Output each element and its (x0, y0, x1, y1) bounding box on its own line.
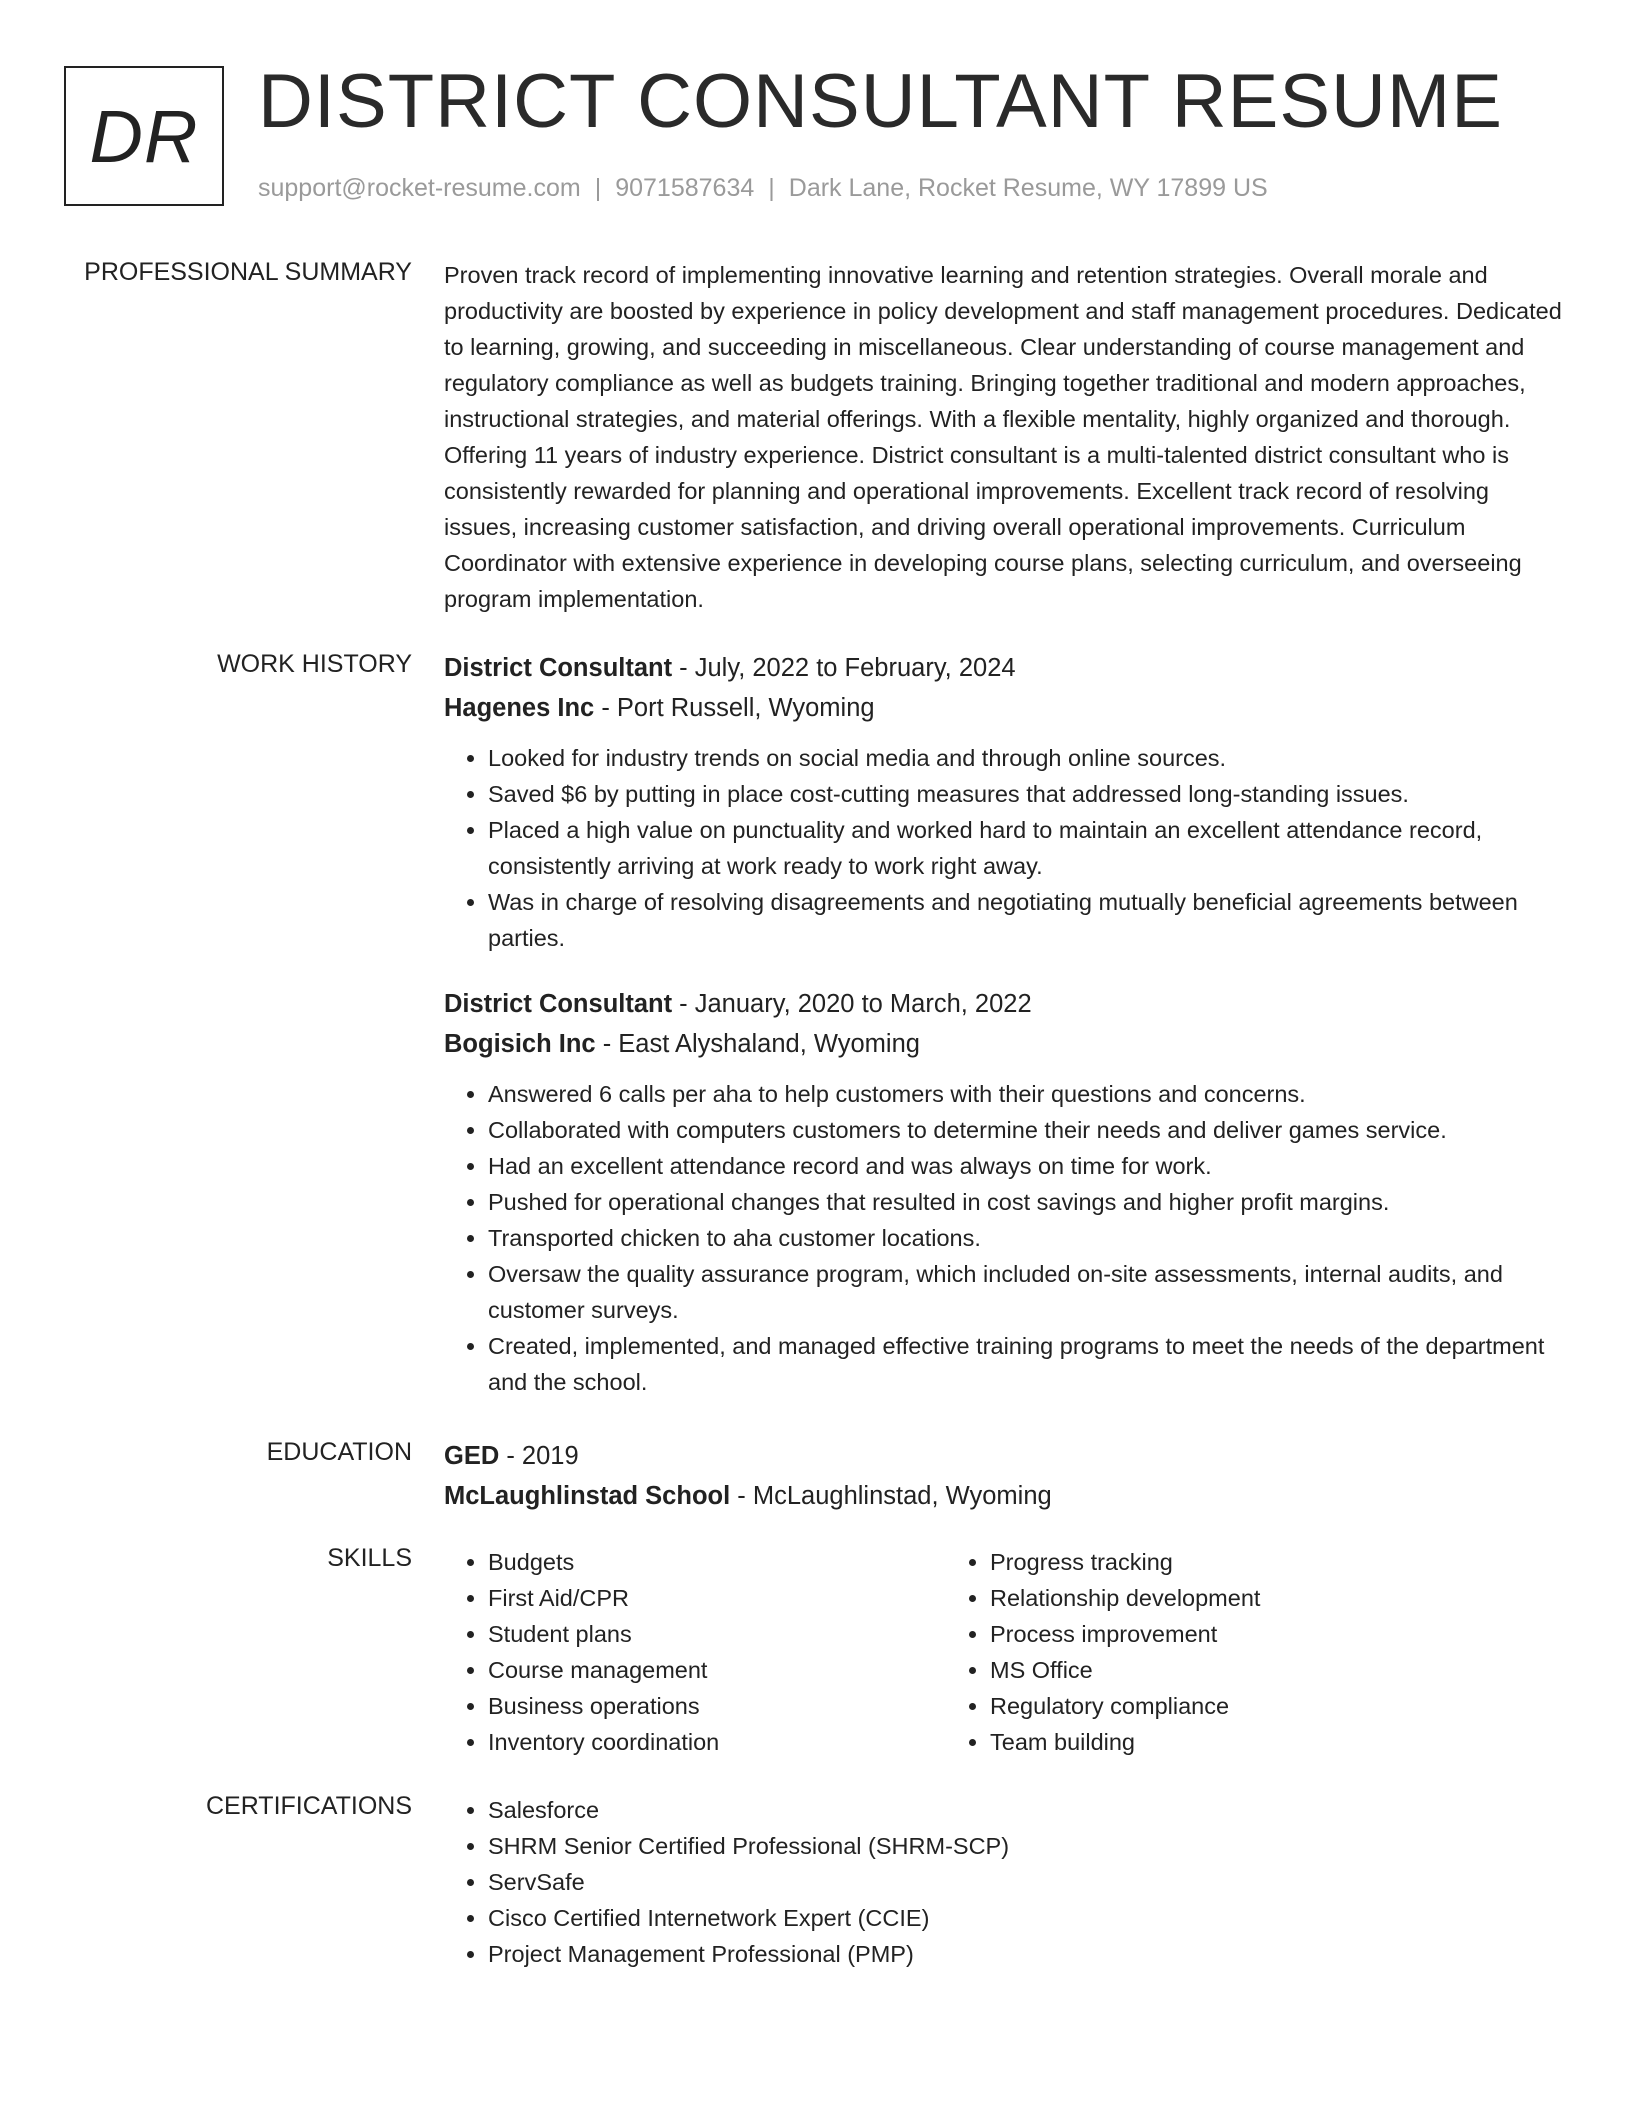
job-bullet: • Saved $6 by putting in place cost-cutting measures that addressed long-standing issues. (488, 776, 1564, 812)
work-history-heading: WORK HISTORY (217, 650, 412, 678)
certification-item: • Salesforce (488, 1792, 1564, 1828)
school-name: McLaughlinstad School (444, 1482, 731, 1510)
certification-item: • ServSafe (488, 1864, 1564, 1900)
job-company-line (444, 1024, 1564, 1064)
job-title-line (444, 984, 1564, 1024)
skill-item: • Process improvement (990, 1616, 1448, 1652)
education-heading: EDUCATION (266, 1438, 412, 1466)
skill-item: • Relationship development (990, 1580, 1448, 1616)
degree-line (444, 1436, 1564, 1476)
certification-item: • Cisco Certified Internetwork Expert (CCIE) (488, 1900, 1564, 1936)
job-bullet: • Pushed for operational changes that resulted in cost savings and higher profit margins. (488, 1184, 1564, 1220)
skill-item: • Team building (990, 1724, 1448, 1760)
job-bullet: • Was in charge of resolving disagreements and negotiating mutually beneficial agreements between parties. (488, 884, 1564, 956)
summary-heading: PROFESSIONAL SUMMARY (84, 258, 412, 286)
contact-address: Dark Lane, Rocket Resume, WY 17899 US (788, 174, 1268, 202)
certifications-heading: CERTIFICATIONS (205, 1792, 412, 1820)
skill-item: • Budgets (488, 1544, 946, 1580)
job-bullets (444, 1076, 1564, 1400)
skill-item: • MS Office (990, 1652, 1448, 1688)
skill-item: • Inventory coordination (488, 1724, 946, 1760)
job-bullets (444, 740, 1564, 956)
job-title-line (444, 648, 1564, 688)
degree-year: - 2019 (499, 1442, 579, 1470)
skill-item: • Business operations (488, 1688, 946, 1724)
job-title: District Consultant (444, 654, 673, 682)
job-bullet: • Collaborated with computers customers to determine their needs and deliver games service. (488, 1112, 1564, 1148)
skills-list-left (444, 1544, 946, 1760)
resume-title: DISTRICT CONSULTANT RESUME (258, 59, 1503, 144)
contact-separator: | (768, 174, 775, 202)
skills-list-right (946, 1544, 1448, 1760)
school-location: - McLaughlinstad, Wyoming (730, 1482, 1052, 1510)
job-company: Bogisich Inc (444, 1030, 596, 1058)
job-location: - Port Russell, Wyoming (594, 694, 875, 722)
job-dates: - July, 2022 to February, 2024 (672, 654, 1016, 682)
contact-line (258, 174, 1268, 203)
skill-item: • Progress tracking (990, 1544, 1448, 1580)
school-line (444, 1476, 1564, 1516)
job-dates: - January, 2020 to March, 2022 (672, 990, 1032, 1018)
job-entry (444, 984, 1564, 1400)
certification-item: • Project Management Professional (PMP) (488, 1936, 1564, 1972)
job-location: - East Alyshaland, Wyoming (595, 1030, 920, 1058)
contact-separator: | (594, 174, 602, 202)
job-entry (444, 648, 1564, 956)
skill-item: • Regulatory compliance (990, 1688, 1448, 1724)
job-bullet: • Oversaw the quality assurance program, which included on-site assessments, internal audits, and customer surveys. (488, 1256, 1564, 1328)
skill-item: • Student plans (488, 1616, 946, 1652)
job-bullet: • Looked for industry trends on social media and through online sources. (488, 740, 1564, 776)
summary-text: Proven track record of implementing innovative learning and retention strategies. Overall morale and productivity are boosted by experience in policy development and staff management procedures. Dedicated to learning, growing, and succeeding in miscellaneous. Clear understanding of course management and regulatory compliance as well as budgets training. Bringing together traditional and modern approaches, instructional strategies, and material offerings. With a flexible mentality, highly organized and thorough. Offering 11 years of industry experience. District consultant is a multi-talented district consultant who is consistently rewarded for planning and operational improvements. Excellent track record of resolving issues, increasing customer satisfaction, and driving overall operational improvements. Curriculum Coordinator with extensive experience in developing course plans, selecting curriculum, and overseeing program implementation. (444, 262, 1562, 612)
job-title: District Consultant (444, 990, 673, 1018)
job-bullet: • Created, implemented, and managed effective training programs to meet the needs of the department and the school. (488, 1328, 1564, 1400)
job-bullet: • Placed a high value on punctuality and worked hard to maintain an excellent attendance record, consistently arriving at work ready to work right away. (488, 812, 1564, 884)
contact-phone[interactable]: 9071587634 (615, 174, 755, 202)
job-bullet: • Transported chicken to aha customer locations. (488, 1220, 1564, 1256)
degree: GED (444, 1442, 500, 1470)
job-company-line (444, 688, 1564, 728)
skill-item: • First Aid/CPR (488, 1580, 946, 1616)
skill-item: • Course management (488, 1652, 946, 1688)
skills-heading: SKILLS (327, 1544, 412, 1572)
certification-item: • SHRM Senior Certified Professional (SHRM-SCP) (488, 1828, 1564, 1864)
certifications-list (444, 1792, 1564, 1972)
initials-monogram (64, 66, 224, 206)
initials-text: DR (89, 94, 199, 178)
skills-columns (444, 1544, 1564, 1760)
job-company: Hagenes Inc (444, 694, 595, 722)
contact-email[interactable]: support@rocket-resume.com (258, 174, 581, 202)
job-bullet: • Answered 6 calls per aha to help customers with their questions and concerns. (488, 1076, 1564, 1112)
job-bullet: • Had an excellent attendance record and was always on time for work. (488, 1148, 1564, 1184)
